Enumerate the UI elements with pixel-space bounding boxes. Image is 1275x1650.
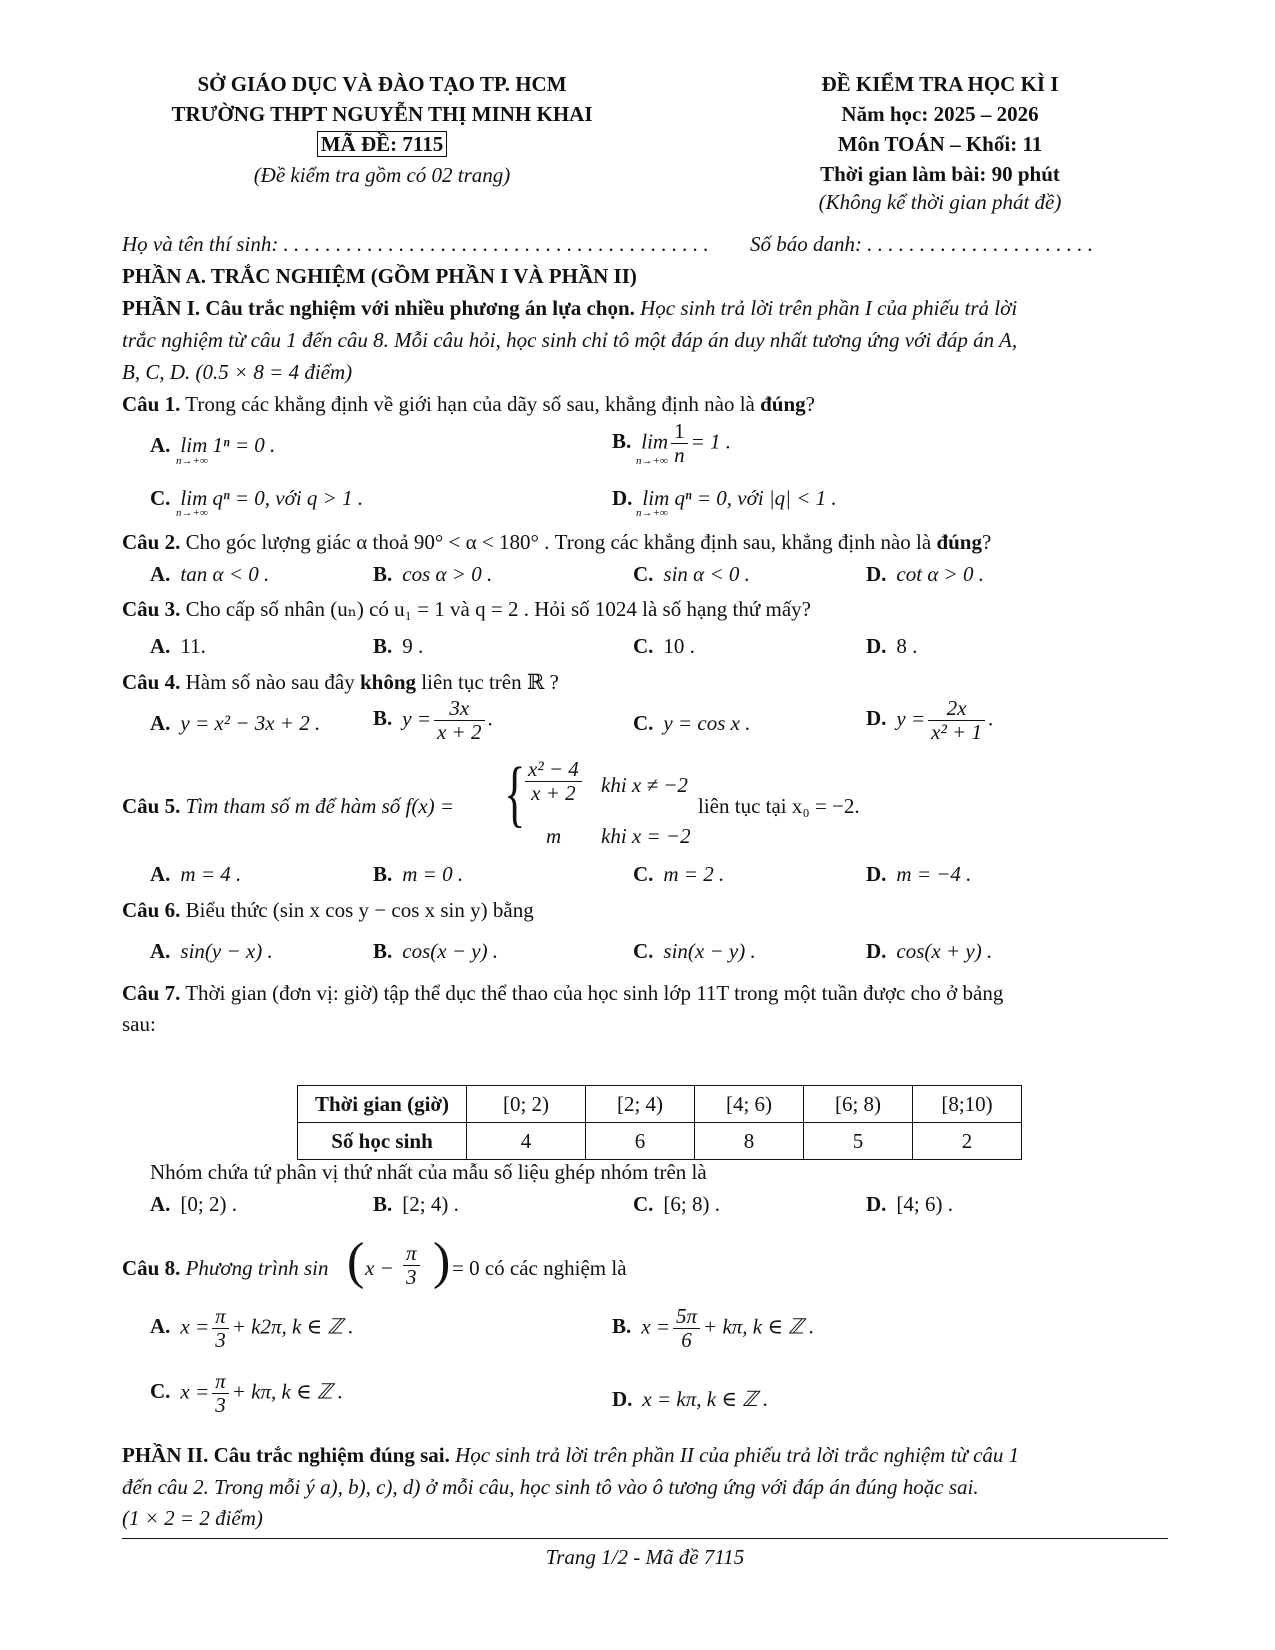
q5-a-text: m = 4 . xyxy=(180,862,242,886)
option-label: C. xyxy=(150,486,171,510)
option-label: A. xyxy=(150,862,171,886)
question-2-emph: đúng xyxy=(936,530,982,554)
school-name: TRƯỜNG THPT NGUYỄN THỊ MINH KHAI xyxy=(171,102,593,126)
question-5-label: Câu 5. xyxy=(122,794,181,818)
table-row xyxy=(298,1086,1022,1123)
question-4-text2: liên tục trên ℝ ? xyxy=(416,670,559,694)
q8-option-c[interactable] xyxy=(150,1370,343,1417)
q8-d-text: x = kπ, k ∈ ℤ . xyxy=(642,1387,769,1411)
q5-b-text: m = 0 . xyxy=(402,862,464,886)
q1-c-text: lim qⁿ = 0, với q > 1 . xyxy=(180,486,364,510)
paren-open: ( xyxy=(347,1233,365,1290)
question-4-emph: không xyxy=(360,670,417,694)
q8-b-post: + kπ, k ∈ ℤ . xyxy=(703,1314,815,1339)
q8-pi-fraction xyxy=(400,1242,423,1289)
q1-d-lim-sub: n→+∞ xyxy=(636,507,668,519)
option-label: A. xyxy=(150,433,171,457)
question-3-text: Cho cấp số nhân (uₙ) có u₁ = 1 và q = 2 . Hỏi số 1024 là số hạng thứ mấy? xyxy=(180,597,811,621)
q8-fraction xyxy=(403,1242,420,1289)
q4-option-a[interactable] xyxy=(150,711,320,736)
question-6 xyxy=(122,898,1168,923)
question-4-text: Hàm số nào sau đây xyxy=(180,670,360,694)
table-cell: 4 xyxy=(467,1123,586,1160)
option-label: C. xyxy=(150,1379,171,1404)
q6-b-text: cos(x − y) . xyxy=(402,939,499,963)
question-2-text: Cho góc lượng giác α thoả 90° < α < 180° . Trong các khẳng định sau, khẳng định nào là xyxy=(180,530,937,554)
q6-option-a[interactable] xyxy=(150,939,273,964)
table-header-cell: [0; 2) xyxy=(467,1086,586,1123)
question-7-text1: Thời gian (đơn vị: giờ) tập thể dục thể thao của học sinh lớp 11T trong một tuần được cho ở bảng xyxy=(180,981,1004,1005)
question-7-line2: sau: xyxy=(122,1012,156,1036)
option-label: B. xyxy=(612,1314,632,1339)
question-8-label: Câu 8. xyxy=(122,1256,181,1280)
q1-b-den: n xyxy=(674,443,685,468)
part2-instructions-line3: (1 × 2 = 2 điểm) xyxy=(122,1506,263,1530)
part2-text1: Học sinh trả lời trên phần II của phiếu trả lời trắc nghiệm từ câu 1 xyxy=(449,1443,1020,1467)
subject: Môn TOÁN – Khối: 11 xyxy=(837,132,1043,156)
q8-option-a[interactable] xyxy=(150,1305,353,1352)
question-6-text: Biểu thức (sin x cos y − cos x sin y) bằng xyxy=(180,898,534,922)
q2-option-d[interactable] xyxy=(866,562,984,587)
pages-note: (Đề kiểm tra gồm có 02 trang) xyxy=(253,163,511,187)
q1-option-b[interactable] xyxy=(612,420,731,467)
table-header-cell: [6; 8) xyxy=(804,1086,913,1123)
question-3 xyxy=(122,597,1168,622)
option-label: C. xyxy=(633,711,654,735)
part2-instructions-line2: đến câu 2. Trong mỗi ý a), b), c), d) ở mỗi câu, học sinh tô vào ô tương ứng với đáp án đúng hoặc sai. xyxy=(122,1475,979,1499)
q5-tail: liên tục tại x₀ = −2. xyxy=(698,794,860,818)
option-label: D. xyxy=(866,634,887,658)
option-label: A. xyxy=(150,634,171,658)
q5-case2-condition: khi x = −2 xyxy=(601,824,691,848)
q3-a-text: 11. xyxy=(180,634,206,658)
option-label: D. xyxy=(866,939,887,963)
exam-code: MÃ ĐỀ: 7115 xyxy=(317,131,448,157)
option-label: B. xyxy=(373,706,393,731)
q8-b-pre: x = xyxy=(641,1314,671,1339)
q2-option-a[interactable] xyxy=(150,562,269,587)
student-name-field: Họ và tên thí sinh: . . . . . . . . . . . . . . . . . . . . . . . . . . . . . . . . . . . . . . . . . xyxy=(122,232,709,256)
q8-a-pre: x = xyxy=(180,1314,210,1339)
q4-b-num: 3x xyxy=(434,697,485,721)
q7-a-text: [0; 2) . xyxy=(180,1192,237,1216)
option-label: C. xyxy=(633,562,654,586)
q3-option-c[interactable] xyxy=(633,634,695,659)
q4-d-fraction xyxy=(928,697,985,744)
q7-option-a[interactable] xyxy=(150,1192,237,1217)
option-label: C. xyxy=(633,862,654,886)
q1-b-post: = 1 . xyxy=(690,429,732,454)
q4-a-text: y = x² − 3x + 2 . xyxy=(180,711,321,735)
q4-d-den: x² + 1 xyxy=(931,720,982,745)
option-label: C. xyxy=(633,1192,654,1216)
q4-c-text: y = cos x . xyxy=(663,711,751,735)
part1-instructions-line3: B, C, D. (0.5 × 8 = 4 điểm) xyxy=(122,360,353,384)
piecewise-brace: { xyxy=(504,753,526,835)
option-label: D. xyxy=(866,862,887,886)
part1-heading: PHẦN I. Câu trắc nghiệm với nhiều phương án lựa chọn. xyxy=(122,296,635,320)
question-2-label: Câu 2. xyxy=(122,530,181,554)
question-4 xyxy=(122,670,1168,695)
q8-option-d[interactable] xyxy=(612,1387,768,1412)
q3-option-d[interactable] xyxy=(866,634,917,659)
table-cell: Số học sinh xyxy=(298,1123,467,1160)
option-label: B. xyxy=(373,939,393,963)
q5-case1-num: x² − 4 xyxy=(525,758,582,782)
q8-inner: x − xyxy=(365,1256,394,1280)
q8-c-pre: x = xyxy=(180,1379,210,1404)
q1-c-lim-sub: n→+∞ xyxy=(176,507,208,519)
option-label: A. xyxy=(150,711,171,735)
question-4-label: Câu 4. xyxy=(122,670,181,694)
q1-option-a[interactable] xyxy=(150,433,275,458)
q5-option-b[interactable] xyxy=(373,862,463,887)
table-header-cell: [8;10) xyxy=(913,1086,1022,1123)
question-5-text: Tìm tham số m để hàm số f(x) = xyxy=(180,794,455,818)
q5-case1-expr xyxy=(522,758,585,805)
option-label: A. xyxy=(150,1314,171,1339)
question-1-end: ? xyxy=(805,392,815,416)
student-id-field: Số báo danh: . . . . . . . . . . . . . . . . . . . . . . xyxy=(750,232,1093,256)
question-8 xyxy=(122,1256,328,1281)
option-label: B. xyxy=(373,1192,393,1216)
q1-d-text: lim qⁿ = 0, với |q| < 1 . xyxy=(642,486,837,510)
option-label: A. xyxy=(150,1192,171,1216)
q8-b-num: 5π xyxy=(673,1305,700,1329)
q4-b-fraction xyxy=(434,697,485,744)
q4-d-num: 2x xyxy=(928,697,985,721)
q8-text-post: = 0 có các nghiệm là xyxy=(452,1256,627,1280)
q1-a-lim-sub: n→+∞ xyxy=(176,455,208,467)
q6-d-text: cos(x + y) . xyxy=(896,939,993,963)
option-label: A. xyxy=(150,939,171,963)
part2-instructions-line1 xyxy=(122,1443,1168,1468)
part1-instructions-line1 xyxy=(122,296,1168,321)
department-name: SỞ GIÁO DỤC VÀ ĐÀO TẠO TP. HCM xyxy=(197,72,567,96)
q8-a-fraction xyxy=(212,1305,229,1352)
option-label: D. xyxy=(866,706,887,731)
table-header-cell: [4; 6) xyxy=(695,1086,804,1123)
question-7-prompt: Nhóm chứa tứ phân vị thứ nhất của mẫu số liệu ghép nhóm trên là xyxy=(150,1160,707,1184)
question-8-text-pre: Phương trình sin xyxy=(180,1256,329,1280)
q1-b-num: 1 xyxy=(671,420,688,444)
option-label: A. xyxy=(150,562,171,586)
q3-option-b[interactable] xyxy=(373,634,423,659)
q5-option-d[interactable] xyxy=(866,862,971,887)
q4-option-b[interactable]: B. y = $\frac{3x}{x + 2}$ . xyxy=(373,696,493,745)
q8-a-post: + k2π, k ∈ ℤ . xyxy=(231,1314,354,1339)
q8-c-fraction xyxy=(212,1370,229,1417)
q8-b-fraction xyxy=(673,1305,700,1352)
table-cell: 5 xyxy=(804,1123,913,1160)
q3-option-a[interactable] xyxy=(150,634,206,659)
question-5 xyxy=(122,794,454,819)
part-a-title: PHẦN A. TRẮC NGHIỆM (GỒM PHẦN I VÀ PHẦN II) xyxy=(122,264,637,288)
table-row xyxy=(298,1123,1022,1160)
part2-heading: PHẦN II. Câu trắc nghiệm đúng sai. xyxy=(122,1443,450,1467)
q1-b-lim: lim xyxy=(641,429,669,454)
paren-close: ) xyxy=(433,1233,451,1290)
part1-instructions-line2: trắc nghiệm từ câu 1 đến câu 8. Mỗi câu hỏi, học sinh chỉ tô một đáp án duy nhất tương ứng với đáp án A, xyxy=(122,328,1018,352)
q8-three: 3 xyxy=(406,1265,417,1290)
q6-a-text: sin(y − x) . xyxy=(180,939,273,963)
question-2 xyxy=(122,530,1168,555)
question-1 xyxy=(122,392,1168,417)
option-label: D. xyxy=(612,1387,633,1411)
question-1-label: Câu 1. xyxy=(122,392,181,416)
q5-option-c[interactable] xyxy=(633,862,724,887)
q1-b-lim-sub: n→+∞ xyxy=(636,455,668,467)
q6-option-c[interactable] xyxy=(633,939,756,964)
q7-d-text: [4; 6) . xyxy=(896,1192,953,1216)
option-label: D. xyxy=(612,486,633,510)
q6-option-d[interactable] xyxy=(866,939,992,964)
q3-d-text: 8 . xyxy=(896,634,918,658)
table-header-cell: Thời gian (giờ) xyxy=(298,1086,467,1123)
q8-c-den: 3 xyxy=(215,1393,226,1418)
q7-c-text: [6; 8) . xyxy=(663,1192,720,1216)
school-year: Năm học: 2025 – 2026 xyxy=(841,102,1039,126)
q5-case1-condition: khi x ≠ −2 xyxy=(601,773,688,797)
option-label: B. xyxy=(373,634,393,658)
table-header-cell: [2; 4) xyxy=(586,1086,695,1123)
q8-option-b[interactable] xyxy=(612,1305,814,1352)
question-3-label: Câu 3. xyxy=(122,597,181,621)
q2-c-text: sin α < 0 . xyxy=(663,562,750,586)
q6-option-b[interactable] xyxy=(373,939,498,964)
q2-option-b[interactable] xyxy=(373,562,492,587)
part1-text1: Học sinh trả lời trên phần I của phiếu trả lời xyxy=(634,296,1018,320)
option-label: D. xyxy=(866,562,887,586)
q2-b-text: cos α > 0 . xyxy=(402,562,493,586)
q8-c-post: + kπ, k ∈ ℤ . xyxy=(231,1379,343,1404)
q1-b-fraction xyxy=(671,420,688,467)
q5-c-text: m = 2 . xyxy=(663,862,725,886)
q5-d-text: m = −4 . xyxy=(896,862,972,886)
option-label: B. xyxy=(612,429,632,454)
q8-a-den: 3 xyxy=(215,1328,226,1353)
q8-a-num: π xyxy=(212,1305,229,1329)
page-footer: Trang 1/2 - Mã đề 7115 xyxy=(545,1545,745,1569)
exam-title: ĐỀ KIỂM TRA HỌC KÌ I xyxy=(821,72,1059,96)
q7-option-c[interactable] xyxy=(633,1192,720,1217)
q3-b-text: 9 . xyxy=(402,634,424,658)
q4-b-den: x + 2 xyxy=(437,720,482,745)
question-7 xyxy=(122,981,1168,1006)
option-label: B. xyxy=(373,562,393,586)
q7-b-text: [2; 4) . xyxy=(402,1192,459,1216)
table-cell: 2 xyxy=(913,1123,1022,1160)
q2-option-c[interactable] xyxy=(633,562,750,587)
question-7-label: Câu 7. xyxy=(122,981,181,1005)
table-cell: 8 xyxy=(695,1123,804,1160)
option-label: C. xyxy=(633,634,654,658)
footer-divider xyxy=(122,1538,1168,1539)
q5-case1-fraction xyxy=(525,758,582,805)
exam-code-wrap xyxy=(122,132,642,157)
q2-a-text: tan α < 0 . xyxy=(180,562,270,586)
q8-c-num: π xyxy=(212,1370,229,1394)
option-label: C. xyxy=(633,939,654,963)
table-cell: 6 xyxy=(586,1123,695,1160)
question-1-text: Trong các khẳng định về giới hạn của dãy số sau, khẳng định nào là xyxy=(180,392,761,416)
q4-option-c[interactable] xyxy=(633,711,750,736)
option-label: B. xyxy=(373,862,393,886)
q1-a-text: lim 1ⁿ = 0 . xyxy=(180,433,276,457)
q4-b-pre: y = xyxy=(402,706,432,731)
q6-c-text: sin(x − y) . xyxy=(663,939,756,963)
data-table xyxy=(297,1085,1022,1160)
q8-pi: π xyxy=(403,1242,420,1266)
q7-option-b[interactable] xyxy=(373,1192,459,1217)
option-label: D. xyxy=(866,1192,887,1216)
q2-d-text: cot α > 0 . xyxy=(896,562,985,586)
q8-b-den: 6 xyxy=(681,1328,692,1353)
duration: Thời gian làm bài: 90 phút xyxy=(820,162,1060,186)
q4-d-pre: y = xyxy=(896,706,926,731)
question-2-end: ? xyxy=(982,530,992,554)
question-1-emph: đúng xyxy=(760,392,806,416)
q5-case1-den: x + 2 xyxy=(531,781,576,806)
question-6-label: Câu 6. xyxy=(122,898,181,922)
q5-case2-value: m xyxy=(546,824,562,848)
q3-c-text: 10 . xyxy=(663,634,695,658)
q4-option-d[interactable]: D. y = $\frac{2x}{\text{x² + 1}}$ . xyxy=(866,696,994,745)
q5-option-a[interactable] xyxy=(150,862,241,887)
duration-note: (Không kể thời gian phát đề) xyxy=(818,190,1062,214)
q7-option-d[interactable] xyxy=(866,1192,953,1217)
